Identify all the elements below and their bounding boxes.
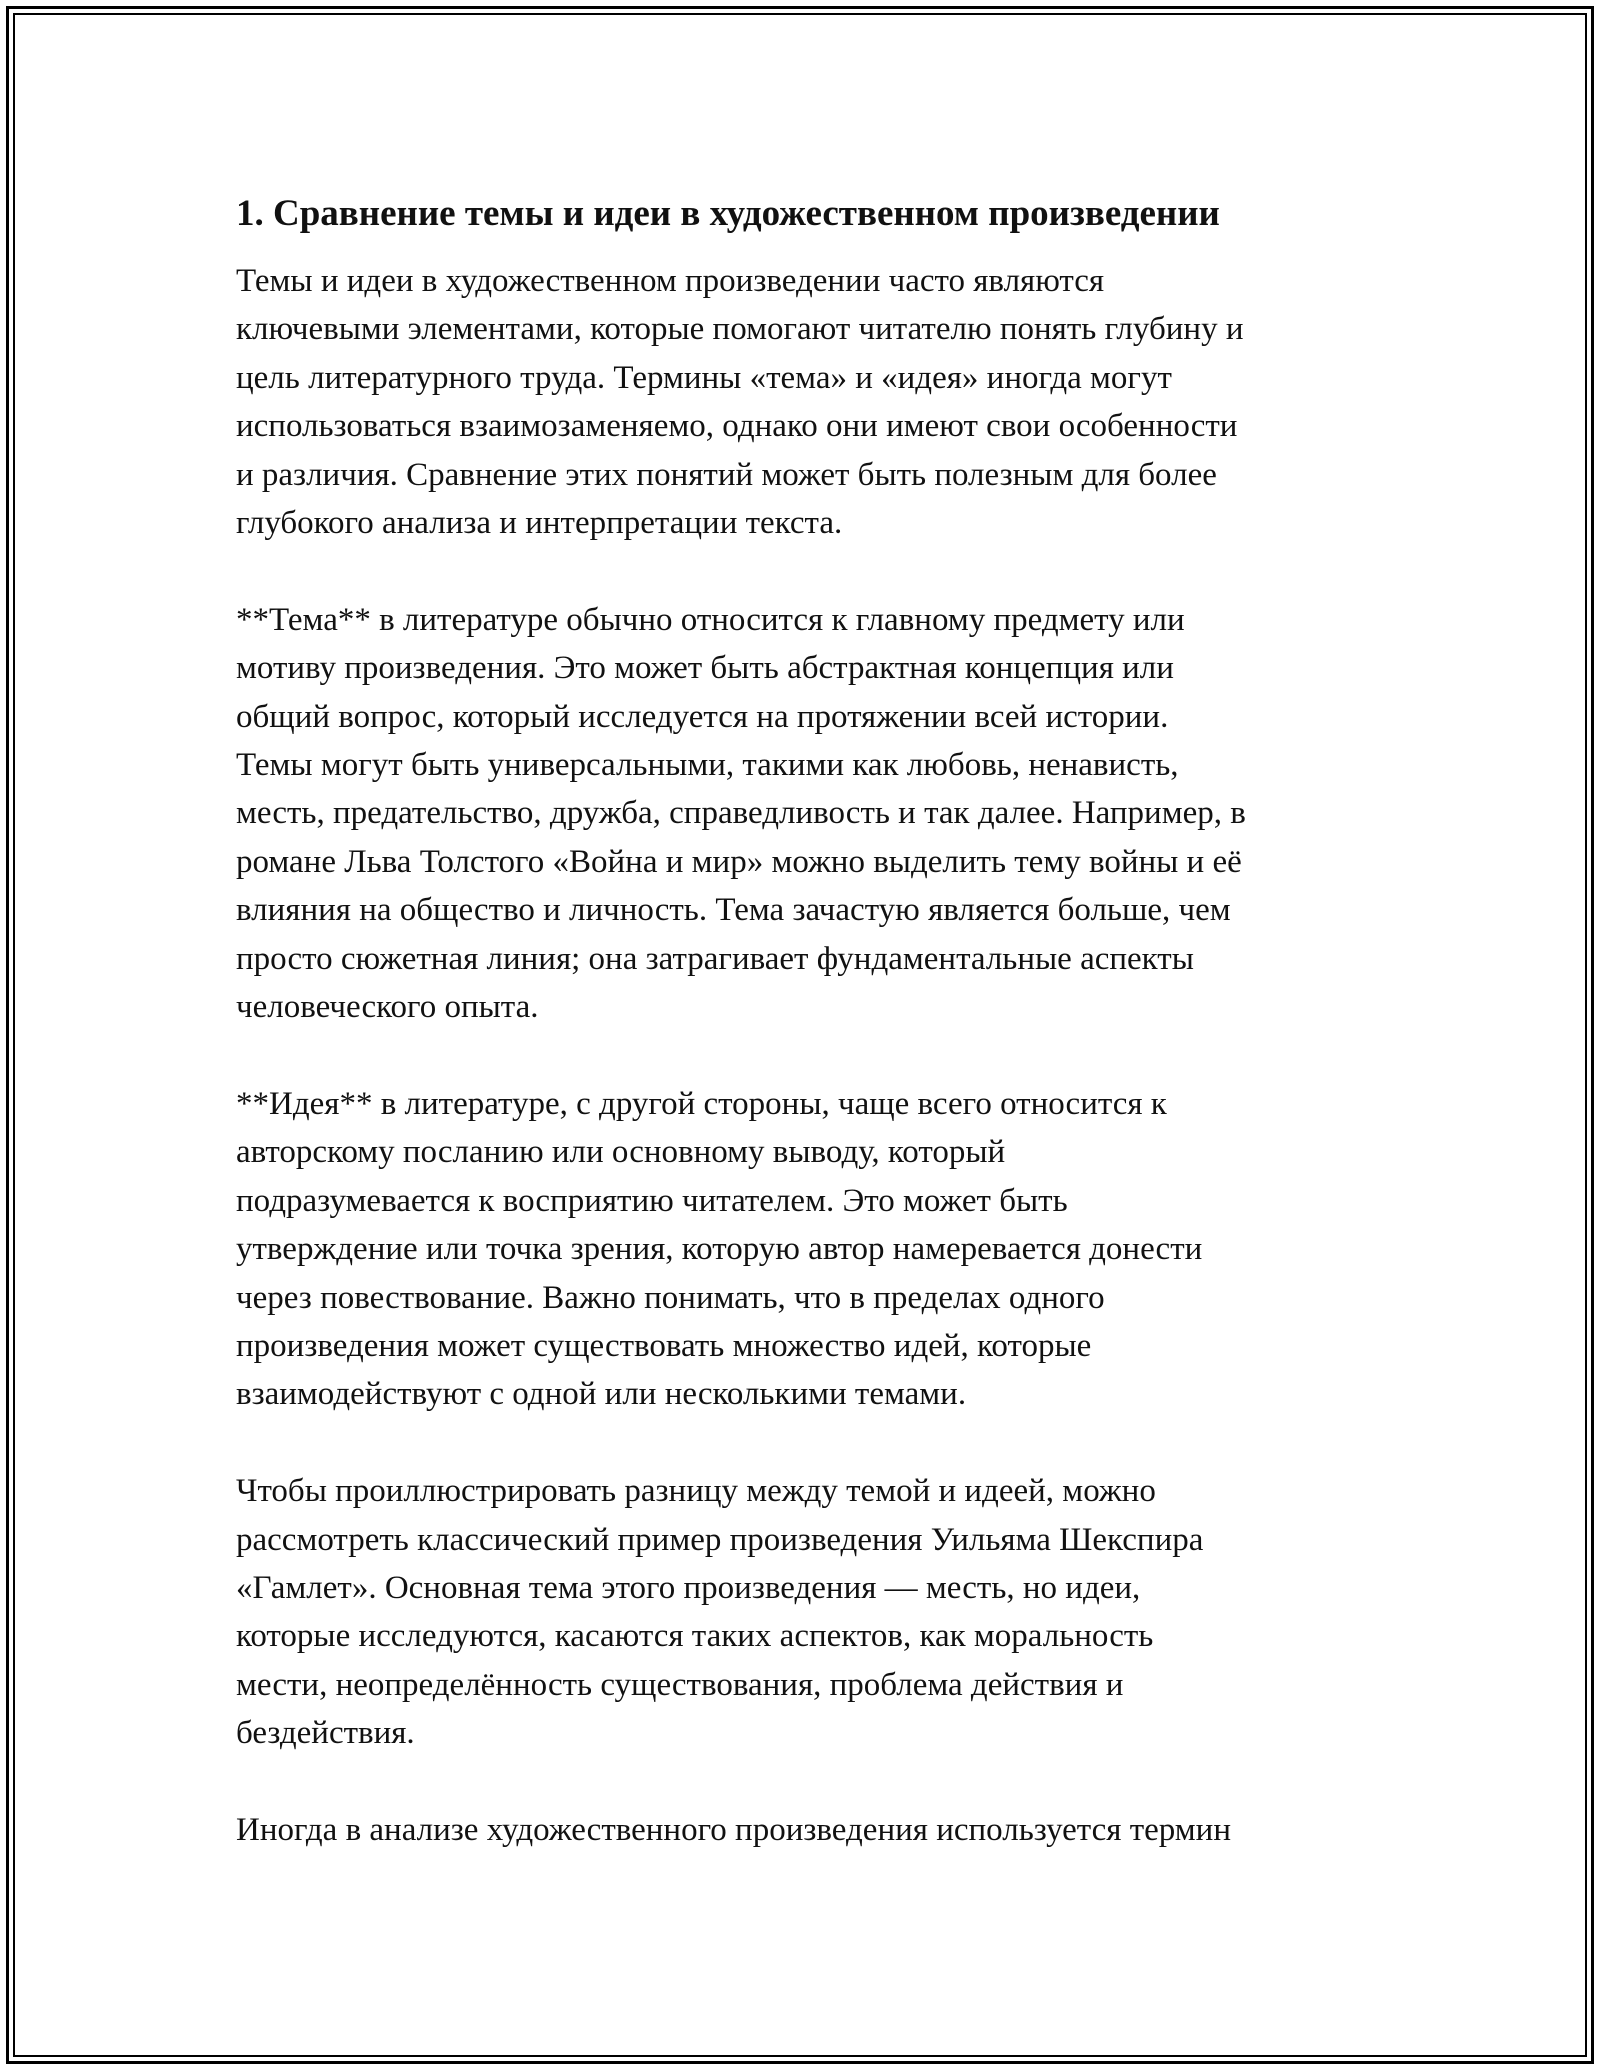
text-line: романе Льва Толстого «Война и мир» можно выделить тему войны и её (236, 843, 1242, 880)
text-line: Чтобы проиллюстрировать разницу между темой и идеей, можно (236, 1473, 1156, 1510)
text-line: человеческого опыта. (236, 989, 539, 1026)
text-line: Темы могут быть универсальными, такими как любовь, ненависть, (236, 747, 1179, 784)
text-line: просто сюжетная линия; она затрагивает фундаментальные аспекты (236, 940, 1194, 977)
text-line: через повествование. Важно понимать, что в пределах одного (236, 1279, 1105, 1316)
text-line: «Гамлет». Основная тема этого произведения — месть, но идеи, (236, 1569, 1141, 1606)
text-line: которые исследуются, касаются таких аспектов, как моральность (236, 1618, 1154, 1655)
text-line: мести, неопределённость существования, проблема действия и (236, 1666, 1124, 1703)
text-line: подразумевается к восприятию читателем. Это может быть (236, 1182, 1068, 1219)
text-line: Иногда в анализе художественного произведения используется термин (236, 1811, 1231, 1848)
text-line: **Идея** в литературе, с другой стороны, чаще всего относится к (236, 1085, 1167, 1122)
paragraph-continuation (236, 1806, 1376, 1854)
text-line: и различия. Сравнение этих понятий может быть полезным для более (236, 456, 1217, 493)
paragraph-theme (236, 596, 1376, 1032)
text-line: влияния на общество и личность. Тема зачастую является больше, чем (236, 892, 1231, 929)
text-line: Темы и идеи в художественном произведении часто являются (236, 263, 1105, 299)
text-line: взаимодействуют с одной или несколькими темами. (236, 1376, 967, 1413)
text-line: цель литературного труда. Термины «тема» и «идея» иногда могут (236, 359, 1172, 396)
text-line: утверждение или точка зрения, которую автор намеревается донести (236, 1231, 1203, 1268)
paragraph-intro (236, 257, 1376, 547)
document-body (236, 185, 1376, 1903)
text-line: рассмотреть классический пример произведения Уильяма Шекспира (236, 1521, 1204, 1558)
text-line: общий вопрос, который исследуется на протяжении всей истории. (236, 698, 1169, 735)
text-line: бездействия. (236, 1715, 415, 1752)
text-line: месть, предательство, дружба, справедливость и так далее. Например, в (236, 795, 1246, 832)
text-line: мотиву произведения. Это может быть абстрактная концепция или (236, 650, 1174, 687)
text-line: использоваться взаимозаменяемо, однако они имеют свои особенности (236, 408, 1238, 445)
section-heading: 1. Сравнение темы и идеи в художественном произведении (236, 193, 1220, 234)
text-line: произведения может существовать множество идей, которые (236, 1327, 1092, 1364)
text-line: авторскому посланию или основному выводу, который (236, 1134, 1006, 1171)
paragraph-idea (236, 1080, 1376, 1419)
text-line: **Тема** в литературе обычно относится к главному предмету или (236, 601, 1185, 638)
text-line: глубокого анализа и интерпретации текста. (236, 505, 843, 542)
text-line: ключевыми элементами, которые помогают читателю понять глубину и (236, 311, 1244, 348)
paragraph-hamlet-example (236, 1467, 1376, 1757)
